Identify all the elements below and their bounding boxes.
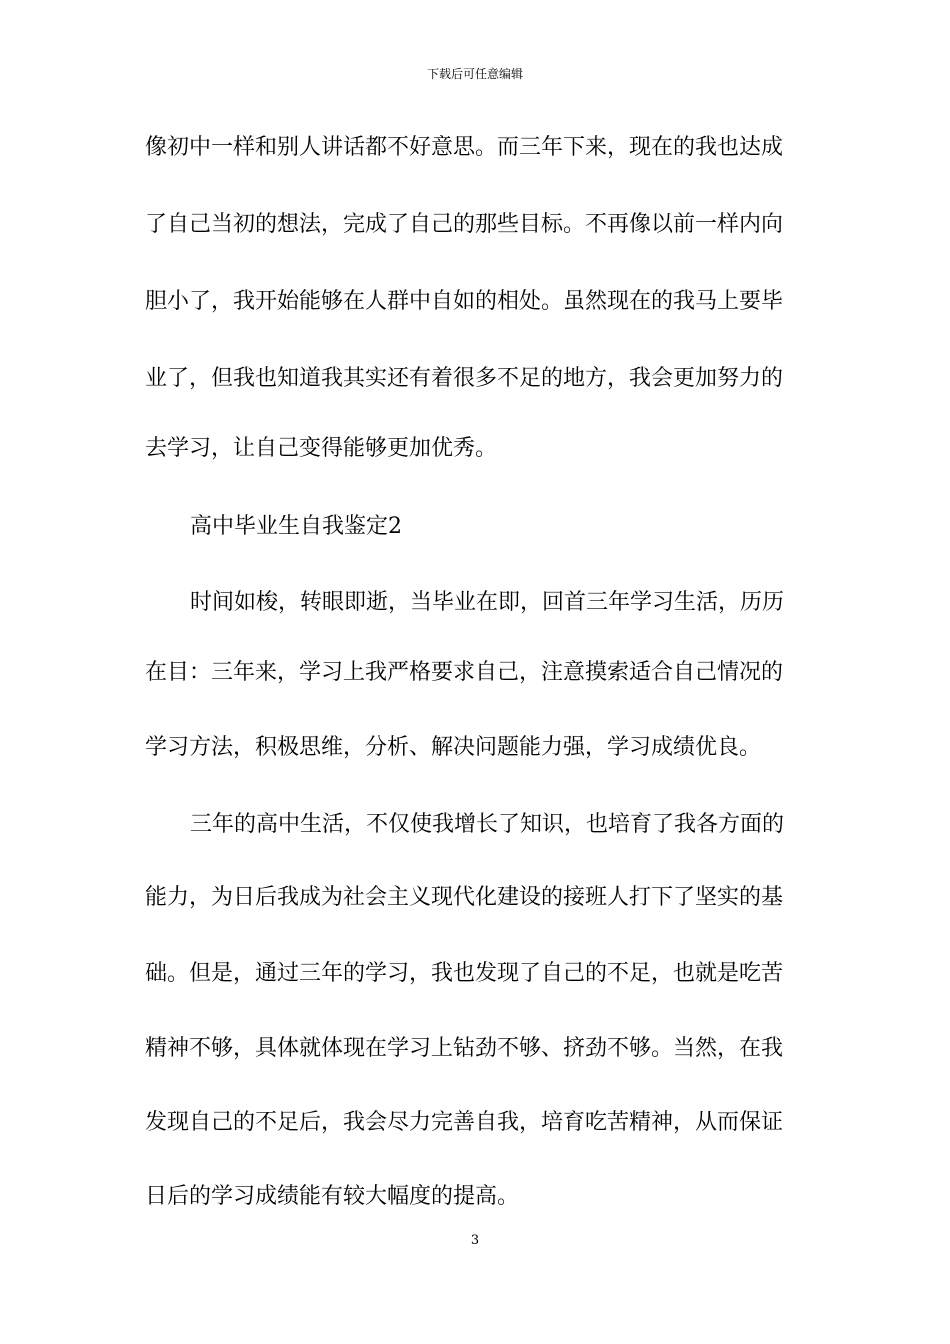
page-number: 3 — [470, 1233, 480, 1248]
text-line: 础。但是，通过三年的学习，我也发现了自己的不足，也就是吃苦 — [145, 961, 784, 986]
section-heading: 高中毕业生自我鉴定2 — [190, 514, 402, 539]
text-line: 像初中一样和别人讲话都不好意思。而三年下来，现在的我也达成 — [145, 135, 784, 160]
page-header: 下载后可任意编辑 — [426, 67, 523, 81]
text-line: 去学习，让自己变得能够更加优秀。 — [145, 436, 498, 461]
text-line: 能力，为日后我成为社会主义现代化建设的接班人打下了坚实的基 — [145, 885, 784, 910]
text-line: 时间如梭，转眼即逝，当毕业在即，回首三年学习生活，历历 — [190, 590, 785, 615]
text-line: 业了，但我也知道我其实还有着很多不足的地方，我会更加努力的 — [145, 366, 784, 391]
text-line: 了自己当初的想法，完成了自己的那些目标。不再像以前一样内向 — [145, 212, 784, 237]
text-line: 精神不够，具体就体现在学习上钻劲不够、挤劲不够。当然，在我 — [145, 1036, 784, 1061]
text-line: 在目：三年来，学习上我严格要求自己，注意摸索适合自己情况的 — [145, 660, 784, 685]
text-line: 发现自己的不足后，我会尽力完善自我，培育吃苦精神，从而保证 — [145, 1110, 784, 1135]
text-line: 胆小了，我开始能够在人群中自如的相处。虽然现在的我马上要毕 — [145, 289, 784, 314]
text-line: 学习方法，积极思维，分析、解决问题能力强，学习成绩优良。 — [145, 735, 762, 760]
text-line: 三年的高中生活，不仅使我增长了知识，也培育了我各方面的 — [190, 812, 785, 837]
text-line: 日后的学习成绩能有较大幅度的提高。 — [145, 1184, 520, 1209]
